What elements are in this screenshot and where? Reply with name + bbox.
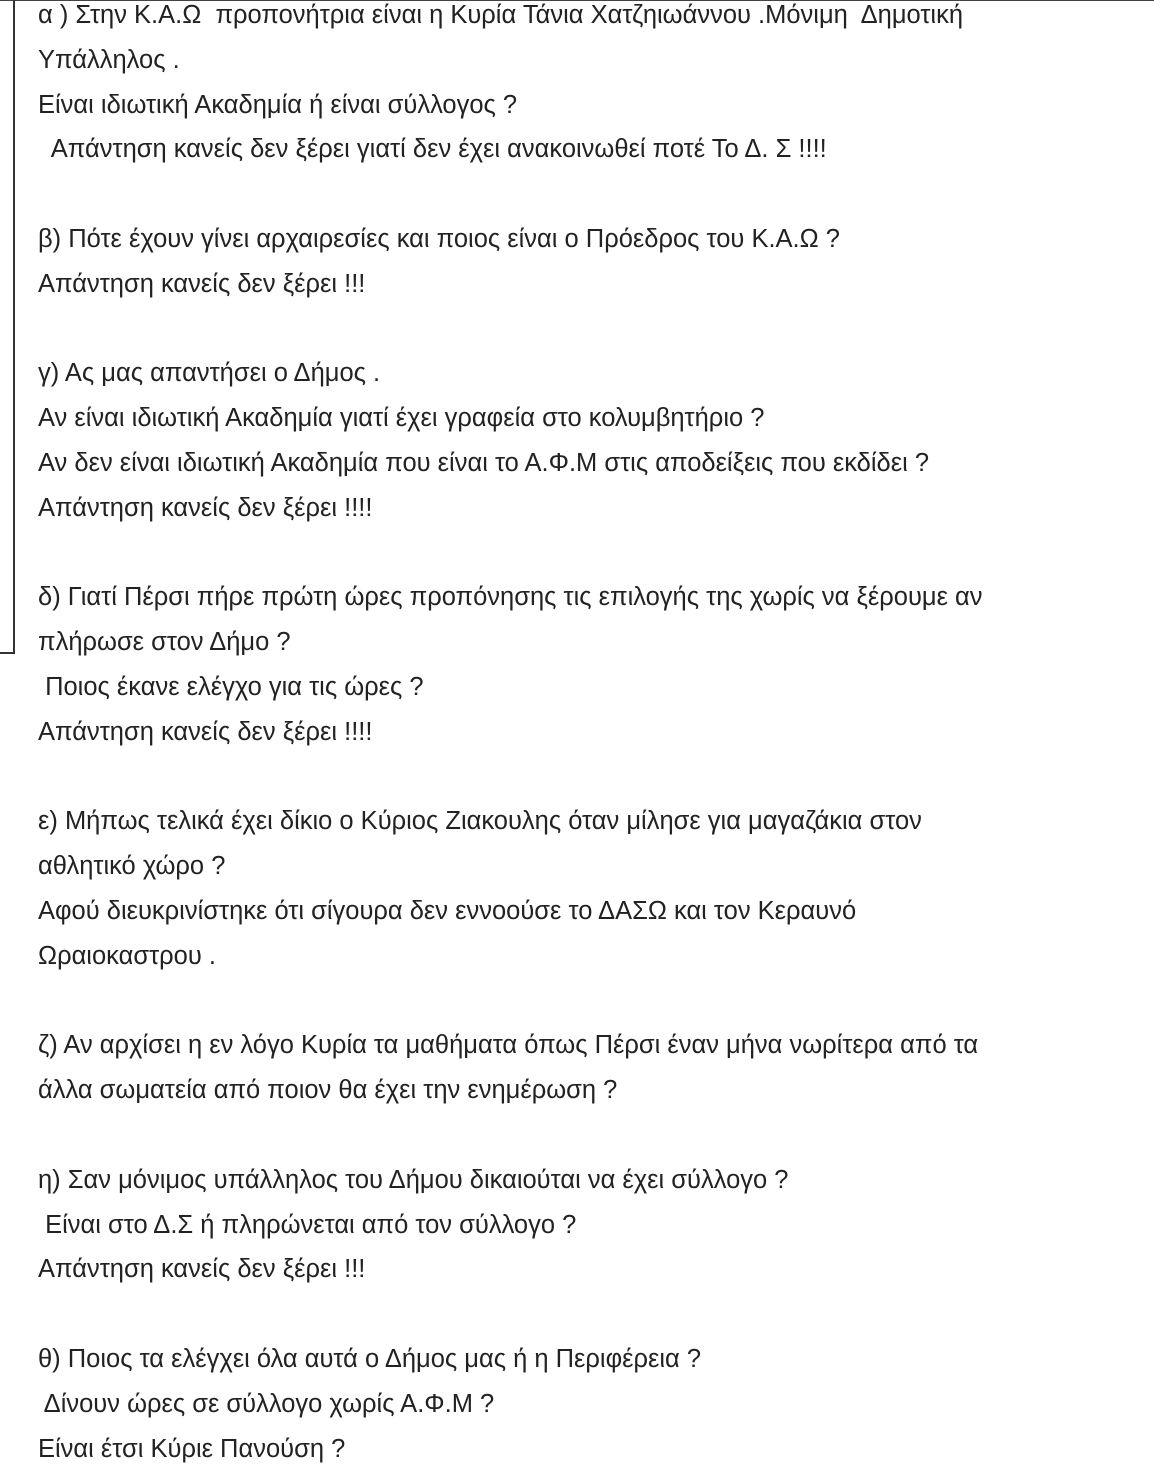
text-line: Απάντηση κανείς δεν ξέρει !!! [38, 1247, 1138, 1292]
text-line: Απάντηση κανείς δεν ξέρει !!!! [38, 486, 1138, 531]
blank-line [38, 1113, 1138, 1158]
blank-line [38, 172, 1138, 217]
text-line: α ) Στην Κ.Α.Ω προπονήτρια είναι η Κυρία Τάνια Χατζηιωάννου .Μόνιμη Δημοτική [38, 0, 1138, 38]
text-line: Είναι έτσι Κύριε Πανούση ? [38, 1427, 1138, 1471]
text-line: Αφού διευκρινίστηκε ότι σίγουρα δεν εννοούσε το ΔΑΣΩ και τον Κεραυνό [38, 889, 1138, 934]
text-line: Δίνουν ώρες σε σύλλογο χωρίς Α.Φ.Μ ? [38, 1382, 1138, 1427]
text-line: δ) Γιατί Πέρσι πήρε πρώτη ώρες προπόνησης τις επιλογής της χωρίς να ξέρουμε αν [38, 575, 1138, 620]
text-line: Ποιος έκανε ελέγχο για τις ώρες ? [38, 665, 1138, 710]
text-line: ζ) Αν αρχίσει η εν λόγο Κυρία τα μαθήματα όπως Πέρσι έναν μήνα νωρίτερα από τα [38, 1023, 1138, 1068]
text-line: Απάντηση κανείς δεν ξέρει !!! [38, 262, 1138, 307]
text-line: γ) Ας μας απαντήσει ο Δήμος . [38, 351, 1138, 396]
text-line: θ) Ποιος τα ελέγχει όλα αυτά ο Δήμος μας ή η Περιφέρεια ? [38, 1337, 1138, 1382]
text-line: Απάντηση κανείς δεν ξέρει !!!! [38, 710, 1138, 755]
blank-line [38, 531, 1138, 576]
document-body [38, 0, 1138, 1471]
left-margin-rule [13, 0, 15, 653]
text-line: άλλα σωματεία από ποιον θα έχει την ενημέρωση ? [38, 1068, 1138, 1113]
text-line: η) Σαν μόνιμος υπάλληλος του Δήμου δικαιούται να έχει σύλλογο ? [38, 1158, 1138, 1203]
text-line: πλήρωσε στον Δήμο ? [38, 620, 1138, 665]
text-line: αθλητικό χώρο ? [38, 844, 1138, 889]
blank-line [38, 755, 1138, 800]
text-line: β) Πότε έχουν γίνει αρχαιρεσίες και ποιος είναι ο Πρόεδρος του Κ.Α.Ω ? [38, 217, 1138, 262]
text-line: Είναι στο Δ.Σ ή πληρώνεται από τον σύλλογο ? [38, 1203, 1138, 1248]
text-line: Αν δεν είναι ιδιωτική Ακαδημία που είναι το Α.Φ.Μ στις αποδείξεις που εκδίδει ? [38, 441, 1138, 486]
text-line: Υπάλληλος . [38, 38, 1138, 83]
left-margin-tick [0, 652, 15, 654]
text-line: ε) Μήπως τελικά έχει δίκιο ο Κύριος Ζιακουλης όταν μίλησε για μαγαζάκια στον [38, 799, 1138, 844]
blank-line [38, 979, 1138, 1024]
blank-line [38, 307, 1138, 352]
text-line: Απάντηση κανείς δεν ξέρει γιατί δεν έχει ανακοινωθεί ποτέ Το Δ. Σ !!!! [38, 127, 1138, 172]
blank-line [38, 1292, 1138, 1337]
text-line: Αν είναι ιδιωτική Ακαδημία γιατί έχει γραφεία στο κολυμβητήριο ? [38, 396, 1138, 441]
text-line: Ωραιοκαστρου . [38, 934, 1138, 979]
text-line: Είναι ιδιωτική Ακαδημία ή είναι σύλλογος ? [38, 83, 1138, 128]
